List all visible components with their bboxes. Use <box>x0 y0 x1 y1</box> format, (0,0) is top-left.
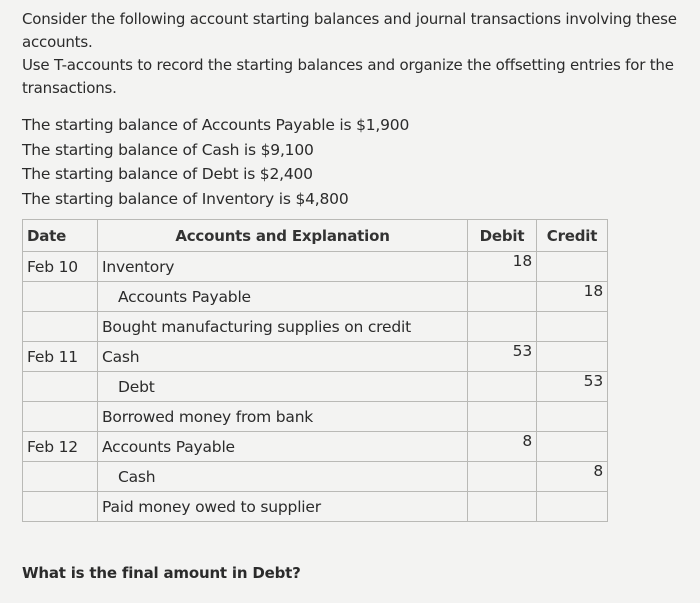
header-debit: Debit <box>468 220 537 252</box>
journal-row <box>23 432 608 462</box>
row-credit <box>537 432 608 462</box>
row-date <box>23 282 98 312</box>
row-credit <box>537 402 608 432</box>
row-date: Feb 11 <box>23 342 98 372</box>
balance-accounts-payable: The starting balance of Accounts Payable is $1,900 <box>22 116 410 134</box>
row-debit: 18 <box>468 252 537 282</box>
row-date: Feb 10 <box>23 252 98 282</box>
row-date <box>23 462 98 492</box>
row-account: Cash <box>98 462 468 492</box>
row-date <box>23 402 98 432</box>
instructions-line-4: transactions. <box>22 79 117 97</box>
question-text: What is the final amount in Debt? <box>22 564 301 582</box>
row-debit <box>468 372 537 402</box>
row-account: Accounts Payable <box>98 282 468 312</box>
row-account: Cash <box>98 342 468 372</box>
row-credit <box>537 492 608 522</box>
header-accounts: Accounts and Explanation <box>98 220 468 252</box>
journal-row <box>23 252 608 282</box>
journal-table <box>22 219 608 522</box>
row-debit: 8 <box>468 432 537 462</box>
balance-cash: The starting balance of Cash is $9,100 <box>22 140 314 159</box>
journal-row <box>23 492 608 522</box>
row-credit <box>537 342 608 372</box>
row-credit <box>537 252 608 282</box>
instructions-line-3: Use T-accounts to record the starting balances and organize the offsetting entries for the <box>22 56 674 74</box>
header-date: Date <box>23 220 98 252</box>
balance-debt: The starting balance of Debt is $2,400 <box>22 165 313 183</box>
row-credit: 18 <box>537 282 608 312</box>
balance-inventory: The starting balance of Inventory is $4,800 <box>22 189 349 208</box>
row-date: Feb 12 <box>23 432 98 462</box>
instructions-line-1: Consider the following account starting balances and journal transactions involving these <box>22 10 677 28</box>
row-date <box>23 372 98 402</box>
row-debit <box>468 402 537 432</box>
row-explanation: Bought manufacturing supplies on credit <box>98 312 468 342</box>
row-debit <box>468 462 537 492</box>
row-debit <box>468 492 537 522</box>
journal-row <box>23 342 608 372</box>
row-credit: 8 <box>537 462 608 492</box>
journal-row <box>23 282 608 312</box>
instructions-line-2: accounts. <box>22 33 93 51</box>
row-debit <box>468 312 537 342</box>
journal-header-row <box>23 220 608 252</box>
row-account: Debt <box>98 372 468 402</box>
row-debit: 53 <box>468 342 537 372</box>
row-credit <box>537 312 608 342</box>
row-credit: 53 <box>537 372 608 402</box>
journal-row <box>23 402 608 432</box>
row-debit <box>468 282 537 312</box>
journal-row <box>23 462 608 492</box>
instructions <box>22 8 682 100</box>
header-credit: Credit <box>537 220 608 252</box>
row-date <box>23 492 98 522</box>
journal-row <box>23 312 608 342</box>
row-explanation: Borrowed money from bank <box>98 402 468 432</box>
row-account: Inventory <box>98 252 468 282</box>
row-date <box>23 312 98 342</box>
journal-row <box>23 372 608 402</box>
row-explanation: Paid money owed to supplier <box>98 492 468 522</box>
starting-balances <box>22 113 409 211</box>
row-account: Accounts Payable <box>98 432 468 462</box>
